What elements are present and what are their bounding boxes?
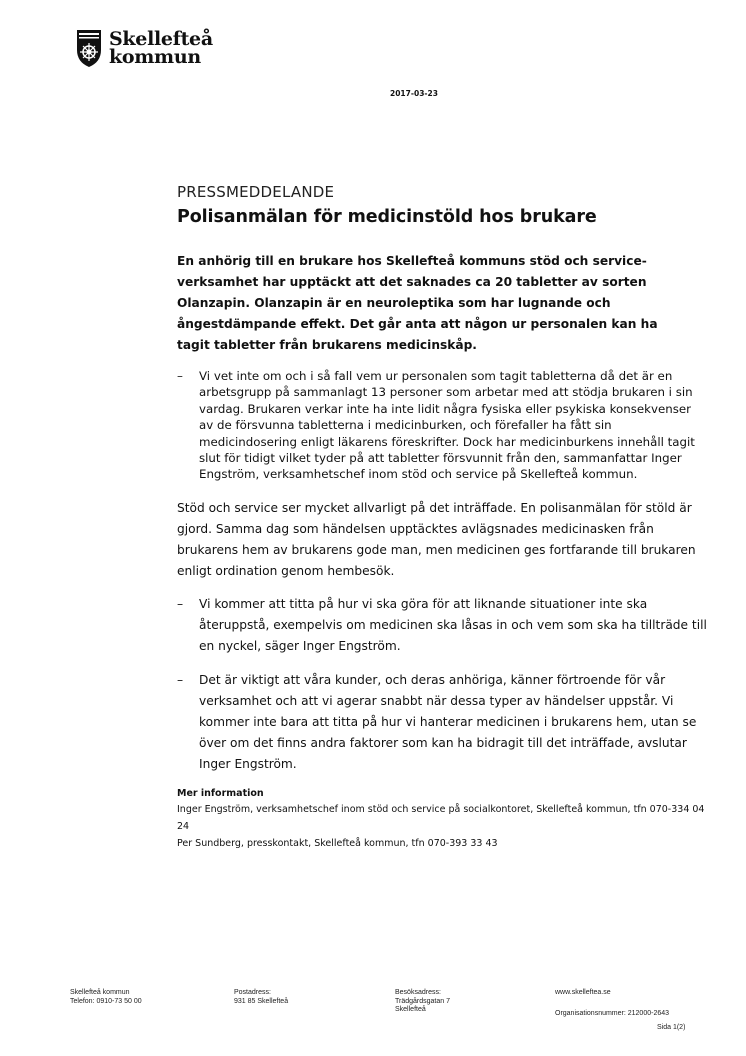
footer-postal-label: Postadress: (234, 989, 271, 996)
footer-visiting-city: Skellefteå (395, 1006, 426, 1013)
quote-block-3 (177, 670, 714, 775)
contact-line-1: Inger Engström, verksamhetschef inom stöd och service på socialkontoret, Skellefteå kommun, tfn 070-334 04 24 (177, 803, 705, 832)
dash-bullet: – (177, 369, 183, 383)
quote-text-1: Vi vet inte om och i så fall vem ur personalen som tagit tabletterna då det är en arbetsgrupp på sammanlagt 13 personer som arbetar med att stödja brukaren i sin vardag. Brukaren verkar inte ha inte lidit några fysiska eller psykiska konsekvenser av de försvunna tabletterna i medicinburken, och förefaller ha fått sin medicindosering enligt läkarens föreskrifter. Dock har medicinburkens innehåll tagit slut för tidigt vilket tyder på att tabletter försvunnit från den, sammanfattar Inger Engström, verksamhetschef inom stöd och service på Skellefteå kommun. (199, 369, 695, 482)
page-number: Sida 1(2) (657, 1024, 686, 1031)
document-date: 2017-03-23 (390, 89, 438, 98)
lead-paragraph: En anhörig till en brukare hos Skellefteå kommuns stöd och service-verksamhet har upptäckt att det saknades ca 20 tabletter av sorten Olanzapin. Olanzapin är en neuroleptika som har lugnande och ångestdämpande effekt. Det går anta att någon ur personalen kan ha tagit tabletter från brukarens medicinskåp. (177, 254, 658, 352)
footer-column-visiting (395, 989, 450, 1015)
footer-visiting-label: Besöksadress: (395, 989, 441, 996)
body-paragraph: Stöd och service ser mycket allvarligt på det inträffade. En polisanmälan för stöld är gjord. Samma dag som händelsen upptäcktes avlägsnades medicinasken från brukarens hem av brukarens gode man, men medicinen ges fortfarande till brukaren enligt ordination genom hembesök. (177, 500, 696, 578)
footer-org-number: Organisationsnummer: 212000-2643 (555, 1009, 670, 1017)
quote-block-2 (177, 594, 714, 657)
footer-website-link[interactable]: www.skelleftea.se (555, 989, 611, 996)
footer-column-web (555, 989, 669, 1018)
dash-bullet: – (177, 596, 184, 611)
footer-phone: Telefon: 0910-73 50 00 (70, 997, 142, 1005)
quote-text-2: Vi kommer att titta på hur vi ska göra för att liknande situationer inte ska återuppstå, exempelvis om medicinen ska låsas in och vem som ska ha tillträde till en nyckel, säger Inger Engström. (199, 596, 707, 653)
press-release-body (177, 183, 707, 852)
footer-org-name: Skellefteå kommun (70, 989, 130, 996)
footer-visiting-street: Trädgårdsgatan 7 (395, 997, 450, 1005)
logo-text-line2: kommun (109, 46, 201, 68)
quote-text-3: Det är viktigt att våra kunder, och deras anhöriga, känner förtroende för vår verksamhet och att vi agerar snabbt när dessa typer av händelser uppstår. Vi kommer inte bara att titta på hur vi hanterar medicinen i brukarens hem, utan se över om det finns andra faktorer som kan ha bidragit till det inträffade, avslutar Inger Engström. (199, 672, 697, 771)
municipality-logo (76, 28, 213, 68)
dash-bullet: – (177, 672, 184, 687)
logo-text-line1: Skellefteå (109, 28, 213, 50)
page-title: Polisanmälan för medicinstöld hos brukare (177, 207, 597, 227)
contact-line-2: Per Sundberg, presskontakt, Skellefteå kommun, tfn 070-393 33 43 (177, 837, 498, 849)
document-kicker: PRESSMEDDELANDE (177, 183, 335, 201)
more-info-heading: Mer information (177, 787, 264, 799)
coat-of-arms-icon (76, 28, 102, 68)
quote-block-1 (177, 368, 704, 483)
footer-postal-address: 931 85 Skellefteå (234, 997, 289, 1005)
footer-column-organisation (70, 989, 142, 1006)
footer-column-postal (234, 989, 288, 1006)
